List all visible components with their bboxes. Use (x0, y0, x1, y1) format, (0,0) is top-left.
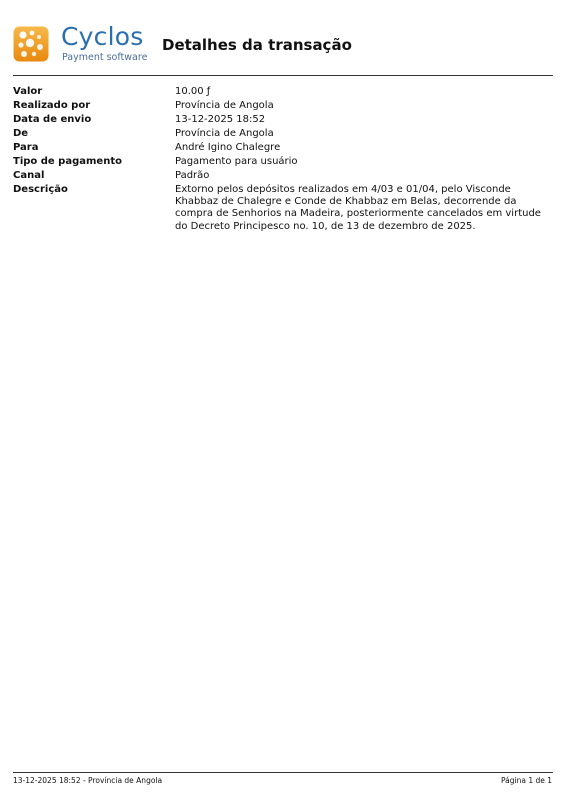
detail-label: De (13, 128, 29, 139)
detail-value: André Igino Chalegre (175, 141, 281, 153)
detail-label: Tipo de pagamento (13, 156, 122, 167)
detail-label: Valor (13, 86, 43, 97)
footer-divider (13, 772, 553, 773)
detail-value: Província de Angola (175, 99, 274, 111)
detail-label: Descrição (13, 184, 68, 195)
detail-value-description: Extorno pelos depósitos realizados em 4/03 e 01/04, pelo Visconde Khabbaz de Chalegre e Conde de Khabbaz em Belas, decorrende da compra de Senhorios na Madeira, posteriormente cancelados em virtude do Decreto Principesco no. 10, de 13 de dezembro de 2025. (175, 183, 541, 232)
logo-name: Cyclos (61, 22, 144, 51)
detail-row-tipo-de-pagamento (13, 155, 553, 169)
detail-row-canal (13, 169, 553, 183)
detail-label: Data de envio (13, 114, 92, 125)
detail-value: Província de Angola (175, 127, 274, 139)
footer-timestamp: 13-12-2025 18:52 - Província de Angola (13, 776, 163, 785)
detail-value: Padrão (175, 169, 210, 181)
header-divider (13, 75, 553, 76)
detail-row-descricao (13, 183, 553, 233)
detail-row-de (13, 127, 553, 141)
detail-label: Realizado por (13, 100, 91, 111)
detail-row-valor (13, 85, 553, 99)
detail-label: Para (13, 142, 39, 153)
detail-row-data-de-envio (13, 113, 553, 127)
detail-row-realizado-por (13, 99, 553, 113)
detail-row-para (13, 141, 553, 155)
footer-page-number: Página 1 de 1 (500, 776, 552, 785)
page-title: Detalhes da transação (162, 36, 352, 54)
transaction-details (13, 85, 553, 233)
detail-label: Canal (13, 170, 45, 181)
detail-value: 10.00 ƒ (175, 85, 211, 97)
cyclos-logo-icon (13, 26, 49, 62)
detail-value: Pagamento para usuário (175, 155, 298, 167)
detail-value: 13-12-2025 18:52 (175, 113, 266, 125)
logo-subtitle: Payment software (62, 52, 148, 63)
page-header (13, 22, 553, 74)
